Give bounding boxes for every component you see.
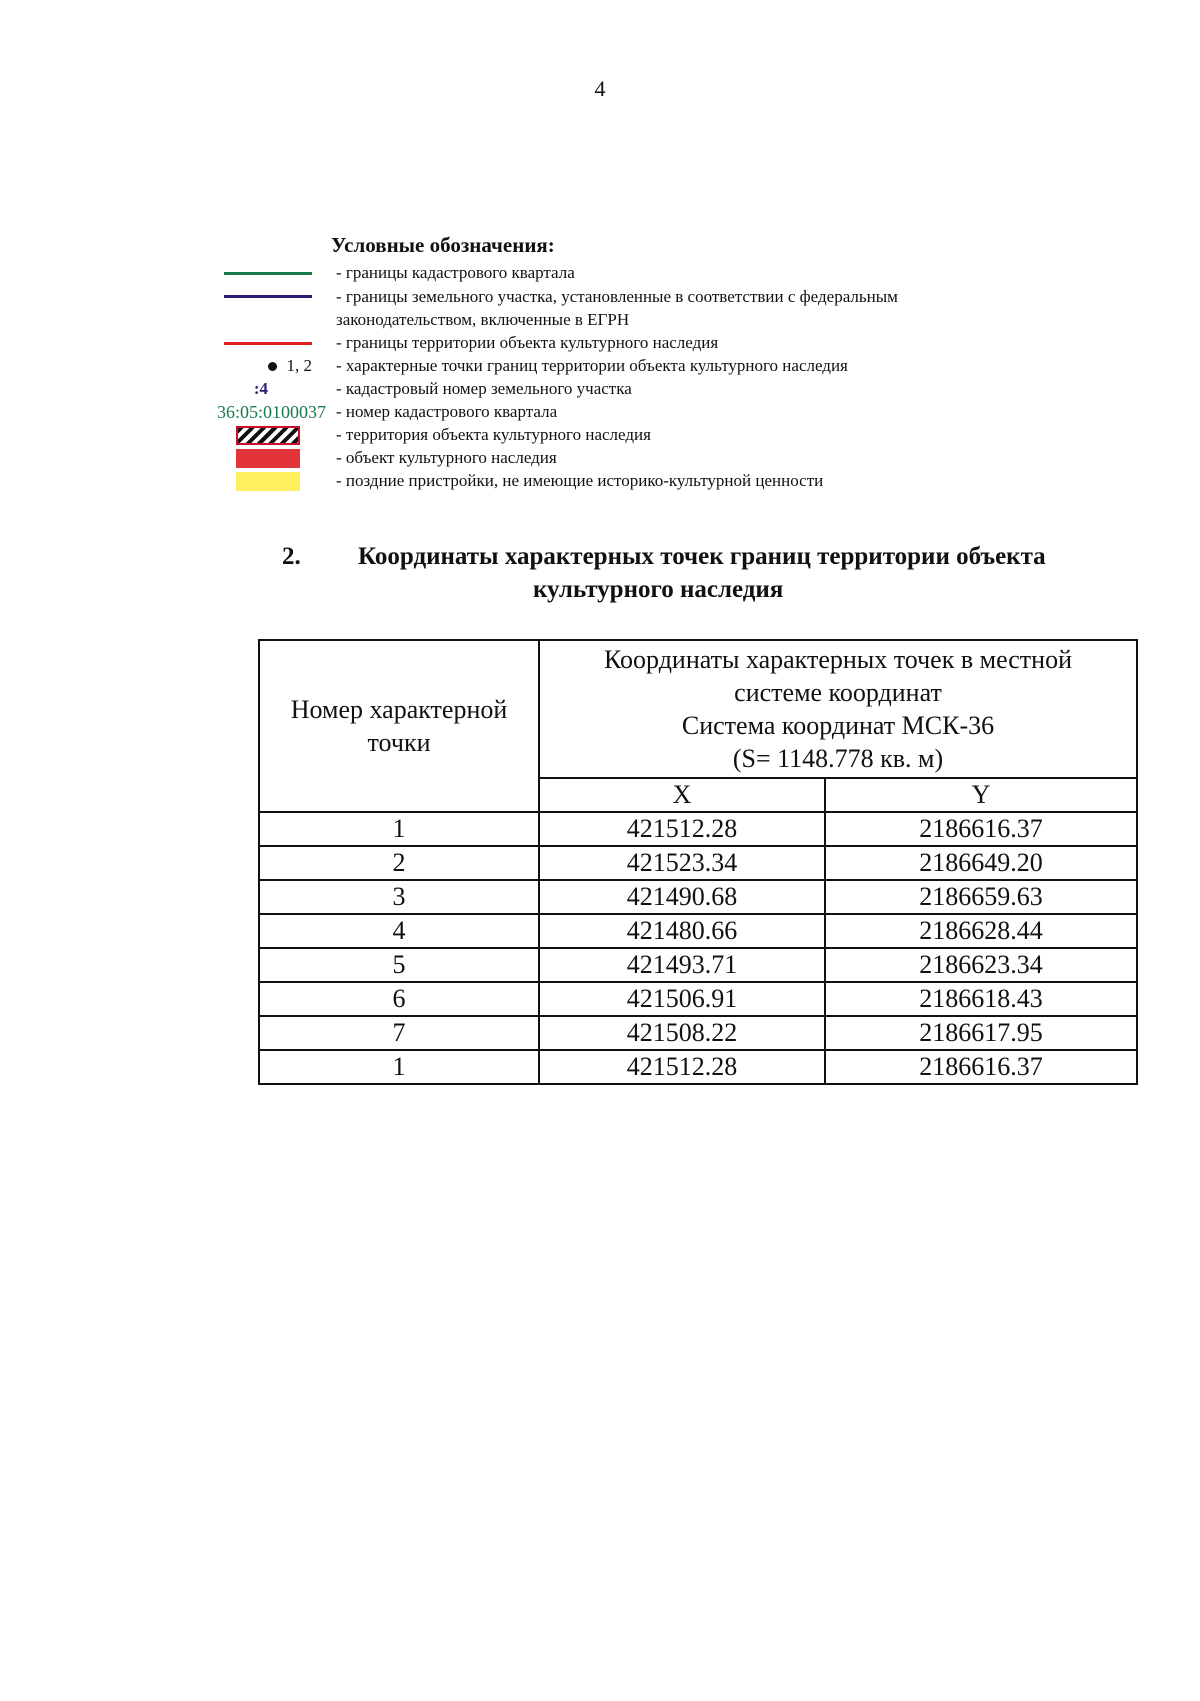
- table-row: [259, 982, 1137, 1016]
- legend-item-text: - поздние пристройки, не имеющие историко-культурной ценности: [336, 471, 824, 490]
- table-row: [259, 880, 1137, 914]
- header-y: Y: [825, 778, 1137, 812]
- blue-line-icon: [224, 295, 312, 298]
- cell-point-number: 7: [259, 1016, 539, 1050]
- legend-item-heritage-territory-boundary: [0, 332, 1200, 354]
- cell-x: 421523.34: [539, 846, 825, 880]
- cell-x: 421508.22: [539, 1016, 825, 1050]
- cell-point-number: 2: [259, 846, 539, 880]
- point-dot-icon: [268, 362, 277, 371]
- legend-item-text: - характерные точки границ территории объекта культурного наследия: [336, 356, 848, 375]
- legend-item-text: - границы кадастрового квартала: [336, 263, 575, 282]
- green-line-icon: [224, 272, 312, 275]
- yellow-swatch-icon: [236, 472, 300, 491]
- cell-x: 421480.66: [539, 914, 825, 948]
- page-number: 4: [594, 76, 606, 101]
- land-plot-number-label: :4: [253, 379, 268, 398]
- cell-x: 421490.68: [539, 880, 825, 914]
- point-label: 1, 2: [286, 356, 312, 375]
- cell-y: 2186618.43: [825, 982, 1137, 1016]
- cell-x: 421512.28: [539, 1050, 825, 1084]
- legend-item-land-plot-number: [0, 378, 1200, 400]
- hatched-swatch-icon: [236, 426, 300, 445]
- table-row: [259, 812, 1137, 846]
- red-swatch-icon: [236, 449, 300, 468]
- section-title-line-2: культурного наследия: [533, 576, 784, 603]
- cell-y: 2186649.20: [825, 846, 1137, 880]
- legend-item-heritage-territory: [0, 424, 1200, 446]
- cell-y: 2186616.37: [825, 812, 1137, 846]
- coordinates-table: [258, 639, 1138, 1085]
- cell-point-number: 5: [259, 948, 539, 982]
- cell-y: 2186628.44: [825, 914, 1137, 948]
- legend-item-text: - кадастровый номер земельного участка: [336, 379, 632, 398]
- table-row: [259, 1050, 1137, 1084]
- quarter-number-label: 36:05:0100037: [216, 401, 326, 422]
- header-coordinates: Координаты характерных точек в местной системе координат Система координат МСК-36 (S= 1148.778 кв. м): [539, 640, 1137, 778]
- cell-point-number: 1: [259, 1050, 539, 1084]
- legend-item-heritage-object: [0, 447, 1200, 469]
- legend-item-quarter-number: [0, 401, 1200, 423]
- legend-item-characteristic-points: [0, 355, 1200, 377]
- header-x: X: [539, 778, 825, 812]
- table-row: [259, 914, 1137, 948]
- section-title-line-1: Координаты характерных точек границ территории объекта: [358, 543, 1046, 570]
- legend-item-land-plot-boundary: [0, 285, 1200, 329]
- table-row: [259, 948, 1137, 982]
- cell-point-number: 4: [259, 914, 539, 948]
- legend-item-cadastral-quarter-boundary: [0, 262, 1200, 284]
- table-row: [259, 846, 1137, 880]
- cell-y: 2186617.95: [825, 1016, 1137, 1050]
- legend-item-late-extensions: [0, 470, 1200, 492]
- red-line-icon: [224, 342, 312, 345]
- legend-item-text: - номер кадастрового квартала: [336, 402, 558, 421]
- legend-title: Условные обозначения:: [331, 233, 555, 257]
- cell-x: 421506.91: [539, 982, 825, 1016]
- cell-x: 421493.71: [539, 948, 825, 982]
- legend-item-text: - территория объекта культурного наследия: [336, 425, 651, 444]
- header-point-number: Номер характерной точки: [259, 640, 539, 812]
- cell-point-number: 1: [259, 812, 539, 846]
- cell-point-number: 6: [259, 982, 539, 1016]
- cell-y: 2186616.37: [825, 1050, 1137, 1084]
- legend-item-text: - объект культурного наследия: [336, 448, 557, 467]
- table-header-row: [259, 640, 1137, 778]
- cell-point-number: 3: [259, 880, 539, 914]
- table-row: [259, 1016, 1137, 1050]
- cell-x: 421512.28: [539, 812, 825, 846]
- cell-y: 2186659.63: [825, 880, 1137, 914]
- section-number: 2.: [282, 543, 301, 570]
- cell-y: 2186623.34: [825, 948, 1137, 982]
- legend-item-text: - границы земельного участка, установленные в соответствии с федеральным законодательством, включенные в ЕГРН: [336, 287, 898, 329]
- legend-item-text: - границы территории объекта культурного наследия: [336, 333, 719, 352]
